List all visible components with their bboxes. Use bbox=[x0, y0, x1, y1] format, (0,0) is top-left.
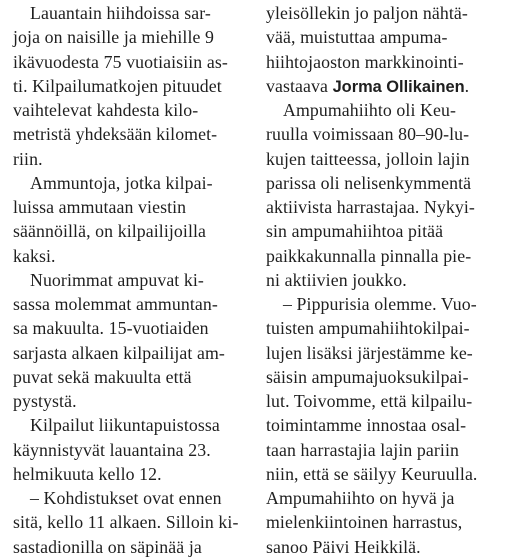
text-line bbox=[266, 74, 518, 98]
text-line: käynnistyvät lauantaina 23. bbox=[13, 439, 211, 460]
text-line: mielenkiintoinen harrastus, bbox=[266, 512, 463, 533]
text-line: kujen taitteessa, jolloin lajin bbox=[266, 148, 470, 169]
text-line: lut. Toivomme, että kilpailu- bbox=[266, 391, 473, 411]
text-line: taan harrastajia lajin pariin bbox=[266, 439, 459, 460]
text-line: lujen lisäksi järjestämme ke- bbox=[266, 342, 473, 363]
text-line: vää, muistuttaa ampuma- bbox=[266, 27, 448, 48]
text-line: parissa oli nelisenkymmentä bbox=[266, 172, 472, 193]
text-line: toimintamme innostaa osal- bbox=[266, 415, 467, 436]
text-line-start: vastaava bbox=[266, 75, 329, 96]
text-line: luissa ammutaan viestin bbox=[13, 197, 187, 217]
text-line: metristä yhdeksään kilomet- bbox=[13, 124, 218, 145]
text-line: säisin ampumajuoksukilpai- bbox=[266, 366, 469, 387]
text-line: sitä, kello 11 alkaen. Silloin ki- bbox=[13, 512, 239, 533]
text-line: sarjasta alkaen kilpailijat am- bbox=[13, 342, 225, 363]
text-line: – Pippurisia olemme. Vuo- bbox=[283, 294, 477, 314]
text-line: Ampumahiihto oli Keu- bbox=[283, 100, 456, 120]
text-line: ti. Kilpailumatkojen pituudet bbox=[13, 75, 222, 96]
text-line: Ampumahiihto on hyvä ja bbox=[266, 488, 455, 508]
text-line: joja on naisille ja miehille 9 bbox=[13, 27, 215, 48]
text-line: Kilpailut liikuntapuistossa bbox=[30, 415, 220, 436]
text-line: yleisöllekin jo paljon nähtä- bbox=[266, 3, 468, 23]
text-line: ikävuodesta 75 vuotiaisiin as- bbox=[13, 51, 228, 72]
text-line: paikkakunnalla pinnalla pie- bbox=[266, 245, 472, 266]
text-line: sin ampumahiihtoa pitää bbox=[266, 221, 444, 242]
text-line: ruulla voimissaan 80–90-lu- bbox=[266, 124, 470, 145]
text-line: hiihtojaoston markkinointi- bbox=[266, 51, 464, 72]
text-line: sassa molemmat ammuntan- bbox=[13, 294, 218, 314]
text-line: pystystä. bbox=[13, 391, 77, 411]
text-line: puvat sekä makuulta että bbox=[13, 366, 192, 387]
text-line: – Kohdistukset ovat ennen bbox=[30, 488, 222, 508]
person-name: Jorma Ollikainen bbox=[332, 77, 465, 96]
text-line: vaihtelevat kahdesta kilo- bbox=[13, 100, 199, 120]
left-column bbox=[13, 1, 254, 559]
text-line: aktiivista harrastajaa. Nykyi- bbox=[266, 197, 475, 217]
text-line: säännöillä, on kilpailijoilla bbox=[13, 221, 207, 242]
text-line: Lauantain hiihdoissa sar- bbox=[30, 3, 211, 23]
text-line: ni aktiivien joukko. bbox=[266, 269, 407, 290]
text-line: Ammuntoja, jotka kilpai- bbox=[30, 172, 213, 193]
text-line: sa makuulta. 15-vuotiaiden bbox=[13, 318, 209, 339]
text-line: riin. bbox=[13, 148, 43, 169]
text-line: niin, että se säilyy Keuruulla. bbox=[266, 463, 478, 484]
text-line: sanoo Päivi Heikkilä. bbox=[266, 536, 421, 557]
text-line: kaksi. bbox=[13, 245, 56, 266]
right-column bbox=[266, 1, 518, 559]
text-line: sastadionilla on säpinää ja bbox=[13, 536, 202, 557]
text-line: tuisten ampumahiihtokilpai- bbox=[266, 318, 470, 339]
text-line: helmikuuta kello 12. bbox=[13, 463, 162, 484]
text-line: Nuorimmat ampuvat ki- bbox=[30, 269, 204, 290]
text-line-end: . bbox=[464, 75, 470, 96]
